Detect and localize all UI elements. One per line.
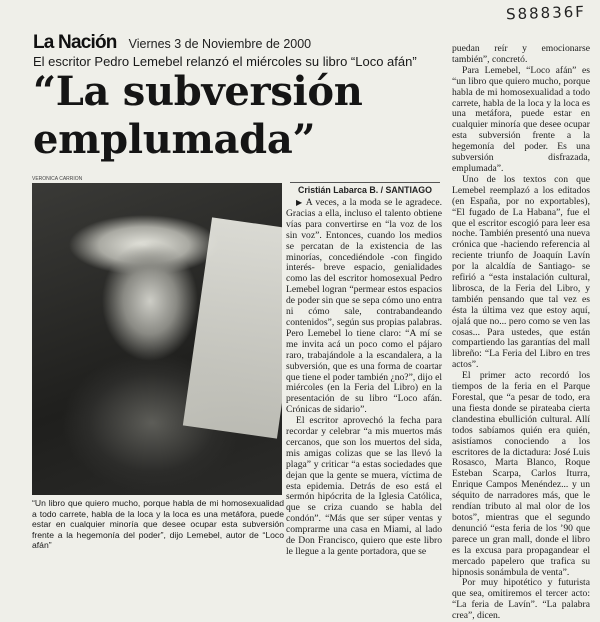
headline: “La subversión emplumada” bbox=[33, 68, 363, 163]
article-column-1 bbox=[286, 198, 442, 558]
masthead bbox=[33, 32, 311, 54]
article-paragraph: Uno de los textos con que Lemebel reemplazó a los editados (en España, por no exportables), “El fugado de La Habana”, fue el que el escritor escogió para leer esa noche. También presentó una nueva crónica que -haciendo referencia al reciente triunfo de Joaquín Lavín por la alcaldía de Santiago- se refirió a “esta instalación cultural, librosca, de la Feria del Libro, y también pensando que tal vez es ésta la última vez que estoy aquí, ojalá que no... pero como se ven las cosas... Para ustedes, que están compartiendo las garantías del mall libreño: “La Feria del Libro en tres actos”. bbox=[452, 173, 590, 371]
archive-handwritten-number: S88836F bbox=[505, 2, 587, 24]
article-column-2 bbox=[452, 44, 590, 622]
article-paragraph: Para Lemebel, “Loco afán” es “un libro que quiero mucho, porque habla de mi homosexualidad a todo carrete, habla de la loca y la loca es una metáfora, puede estar en cualquier minoría que desee ocupar esta subversión frente a la hegemonía del poder. Es una subversión disfrazada, emplumada”. bbox=[452, 64, 590, 174]
article-paragraph: El escritor aprovechó la fecha para recordar y celebrar “a mis muertos más cercanos, que son los muertos del sida, mis amigas colizas que se las llevó la plaga” y criticar “a estas sociedades que dejan que la gente se muera, víctima de esta epidemia. Detrás de eso está el sermón hipócrita de la Iglesia Católica, que se criza cuando se habla del condón”. “Más que ser súper ventas y comprarme una casa en Miami, al lado de Don Francisco, quiero que este libro le llegue a la gente portadora, que se bbox=[286, 415, 442, 557]
newspaper-logo: La Nación bbox=[33, 32, 117, 53]
article-paragraph: El primer acto recordó los tiempos de la feria en el Parque Forestal, que “a pesar de todo, era una fiesta donde se pirateaba cierta clandestina ebullición cultural. Allí todos sabíamos quién era quién, asistíamos conociendo a los escritores de la dictadura: José Luis Rosasco, Marta Blanco, Roque Esteban Scarpa, Carlos Iturra, Enrique Campos Menéndez... y un séquito de narradores más, que le rendían tributo al mal olor de los botos”, mientras que el segundo denunció “esta feria de los ’90 que parece un gran mall, donde el libro es la excusa para propagandear el mercado papelero que trafica su hipnosis sonámbula de venta”. bbox=[452, 370, 590, 578]
lead-triangle-icon: ▶ bbox=[296, 198, 306, 207]
photo-credit: VERONICA CARRION bbox=[32, 176, 83, 182]
kicker-subtitle: El escritor Pedro Lemebel relanzó el miércoles su libro “Loco afán” bbox=[33, 54, 417, 69]
article-paragraph: Por muy hipotético y futurista que sea, omitiremos el tercer acto: “La feria de Lavín”. “La palabra crea”, dicen. bbox=[452, 577, 590, 622]
article-paragraph: puedan reír y emocionarse también”, concretó. bbox=[452, 43, 590, 65]
author-photo bbox=[32, 183, 282, 495]
article-paragraph: ▶ A veces, a la moda se le agradece. Gracias a ella, incluso el talento obtiene vías para convertirse en “la voz de los sin voz”. Entonces, cuando los medios se percatan de la existencia de las minorías, concediéndole -con fingido interés- breve espacio, genialidades como las del escritor homosexual Pedro Lemebel logran “permear estos espacios de poder sin que se sepa cómo uno entra ni cómo sale, contrabandeando contenidos”, según sus propias palabras. Pero Lemebel lo tiene claro: “A mí se me invita acá un poco como el pájaro raro, trabajándole a la escandalera, a la subversión, que es una forma de coartar que tiene el poder también ¿no?”, dijo el miércoles (en la Feria del Libro) en la presentación de su libro “Loco afán. Crónicas de sidario”. bbox=[286, 197, 443, 416]
photo-paper-sheet bbox=[183, 217, 282, 438]
byline: Cristián Labarca B. / SANTIAGO bbox=[290, 182, 440, 195]
photo-caption: “Un libro que quiero mucho, porque habla de mi homosexualidad a todo carrete, habla de la loca y la loca es una metáfora, puede estar en cualquier minoría que desee ocupar esta subversión frente a la hegemonía del poder”, dijo Lemebel, autor de “Loco afán” bbox=[32, 498, 284, 551]
publication-date: Viernes 3 de Noviembre de 2000 bbox=[128, 37, 312, 51]
